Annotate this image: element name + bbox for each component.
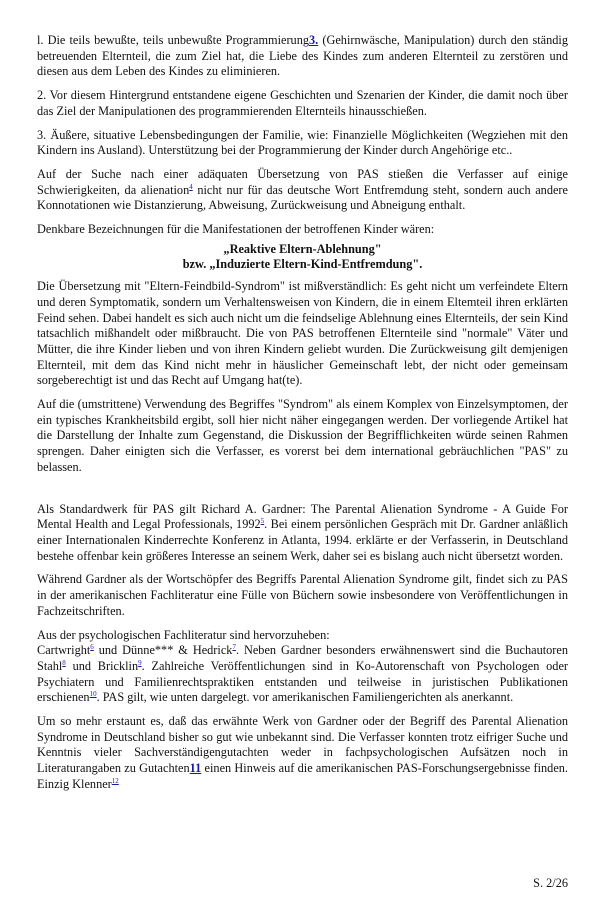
- document-page: [37, 33, 568, 801]
- spacer: [37, 484, 568, 502]
- text: Cartwright: [37, 643, 91, 658]
- paragraph-7: Auf die (umstrittene) Verwendung des Begriffes "Syndrom" als einem Komplex von Einzelsymptomen, der ein typisches Krankheitsbild ergibt, soll hier nicht näher eingegangen werden. Der vorliegende Artikel hat die Darstellung der Inhalte zum Gegenstand, die Diskussion der Begrifflichkeiten würde seinen Rahmen sprengen. Daher einigten sich die Verfasser, es vorerst bei dem international gebräuchlichen "PAS" zu belassen.: [37, 397, 568, 474]
- text: . Neben Gardner besonders erwähnenswert sind die Buchautoren Stahl: [37, 643, 568, 673]
- footnote-link-5[interactable]: 5: [260, 517, 265, 526]
- text: und Bricklin: [65, 658, 139, 673]
- text: Aus der psychologischen Fachliteratur sind hervorzuheben:: [37, 627, 330, 642]
- paragraph-5: Denkbare Bezeichnungen für die Manifestationen der betroffenen Kinder wären:: [37, 222, 435, 237]
- text: Auf der Suche nach einer adäquaten Übersetzung von PAS stießen die Verfasser auf einige Schwierigkeiten, da alienation: [37, 166, 568, 197]
- heading-line-2: bzw. „Induzierte Eltern-Kind-Entfremdung".: [182, 257, 423, 272]
- footnote-link-10[interactable]: 10: [89, 690, 97, 699]
- text: Um so mehr erstaunt es, daß das erwähnte Werk von Gardner oder der Begriff des Parental Alienation Syndrome in Deutschland bisher so gut wie unbekannt sind. Die Verfasser konnten trotz eifriger Suche und Kenntnis vieler Sachverständigengutachten weder in fachpsychologischen Aufsätzen noch in Literaturangaben zu Gutachten: [37, 714, 568, 776]
- footnote-link-9[interactable]: 9: [138, 658, 142, 667]
- paragraph-10: [37, 628, 568, 707]
- heading-line-1: „Reaktive Eltern-Ablehnung": [223, 241, 382, 256]
- text: und Dünne*** & Hedrick: [93, 643, 233, 658]
- text: Als Standardwerk für PAS gilt Richard A. Gardner: The Parental Alienation Syndrome - A Guide For Mental Health and Legal Professionals, 1992: [37, 501, 568, 532]
- text: nicht nur für das deutsche Wort Entfremdung steht, sondern auch andere Konnotationen wie Distanzierung, Abweisung, Zurückweisung und Abneigung enthalt.: [37, 182, 568, 213]
- text: . PAS gilt, wie unten dargelegt. vor amerikanischen Familiengerichten als anerkannt.: [96, 690, 514, 705]
- footnote-link-12[interactable]: 12: [111, 776, 119, 785]
- text: einen Hinweis auf die amerikanischen PAS-Forschungsergebnisse finden. Einzig Klenner: [37, 761, 568, 791]
- text: l. Die teils bewußte, teils unbewußte Programmierung: [37, 33, 309, 47]
- centered-heading: [37, 242, 568, 273]
- footnote-link-4[interactable]: 4: [189, 182, 193, 191]
- footnote-link-11[interactable]: 11: [189, 761, 202, 776]
- text: . Zahlreiche Veröffentlichungen sind in Ko-Autorenschaft von Psychologen oder Psychiatern und Familienrechtspraktiken entstanden und teilweise in juristischen Publikationen erschienen: [37, 658, 568, 705]
- paragraph-2: 2. Vor diesem Hintergrund entstandene eigene Geschichten und Szenarien der Kinder, die damit noch über das Ziel der Manipulationen des programmierenden Elternteils hinausschießen.: [37, 88, 568, 118]
- paragraph-8: [37, 502, 568, 565]
- paragraph-3: 3. Äußere, situative Lebensbedingungen der Familie, wie: Finanzielle Möglichkeiten (Wegziehen mit den Kindern ins Ausland). Unterstützung bei der Programmierung der Kinder durch Angehörige etc..: [37, 127, 568, 158]
- paragraph-4: [37, 167, 568, 214]
- footnote-link-8[interactable]: 8: [62, 658, 66, 667]
- footnote-link-6[interactable]: 6: [90, 643, 94, 652]
- text: . Bei einem persönlichen Gespräch mit Dr. Gardner anläßlich einer Internationalen Kinderrechte Konferenz in Atlanta, 1994. erklärte er der Verfasserin, in Deutschland bestehe offenbar kein größeres Interesse an seinem Werk, daher sei es bislang auch nicht übersetzt worden.: [37, 517, 569, 563]
- page-number: S. 2/26: [533, 876, 568, 890]
- paragraph-1: [37, 33, 568, 80]
- footnote-link-7[interactable]: 7: [232, 643, 236, 652]
- text: (Gehirnwäsche, Manipulation) durch den ständig betreuenden Elternteil, die zum Ziel hat, die Liebe des Kindes zum anderen Elternteil zu zerstören und diesen aus dem Leben des Kindes zu eliminieren.: [37, 33, 568, 79]
- paragraph-6: Die Übersetzung mit "Eltern-Feindbild-Syndrom" ist mißverständlich: Es geht nicht um verfeindete Eltern und deren Symptomatik, sondern um Verhaltensweisen von Kindern, die in einem Eltemteil ihren erklärten Feind sehen. Dabei handelt es sich auch nicht um die feindselige Ablehnung eines Elternteils, der sein Kind tatsachlich mißhandelt oder mißbraucht. Die von PAS betroffenen Elternteile sind "normale" Väter und Mütter, die ihre Kinder lieben und von ihren Kindern geliebt wurden. Die Zurückweisung gilt demjenigen Elternteil, mit dem das Kind nicht mehr in häuslicher Gemeinschaft lebt, der nicht oder gemeinsam sorgeberechtigt ist und das Recht auf Umgang hat(te).: [37, 279, 568, 388]
- footnote-link-3[interactable]: 3.: [309, 33, 319, 47]
- paragraph-11: [37, 714, 568, 793]
- paragraph-9: Während Gardner als der Wortschöpfer des Begriffs Parental Alienation Syndrome gilt, findet sich zu PAS in der amerikanischen Fachliteratur eine Fülle von Büchern sowie insbesondere von Veröffentlichungen in Fachzeitschriften.: [37, 572, 568, 618]
